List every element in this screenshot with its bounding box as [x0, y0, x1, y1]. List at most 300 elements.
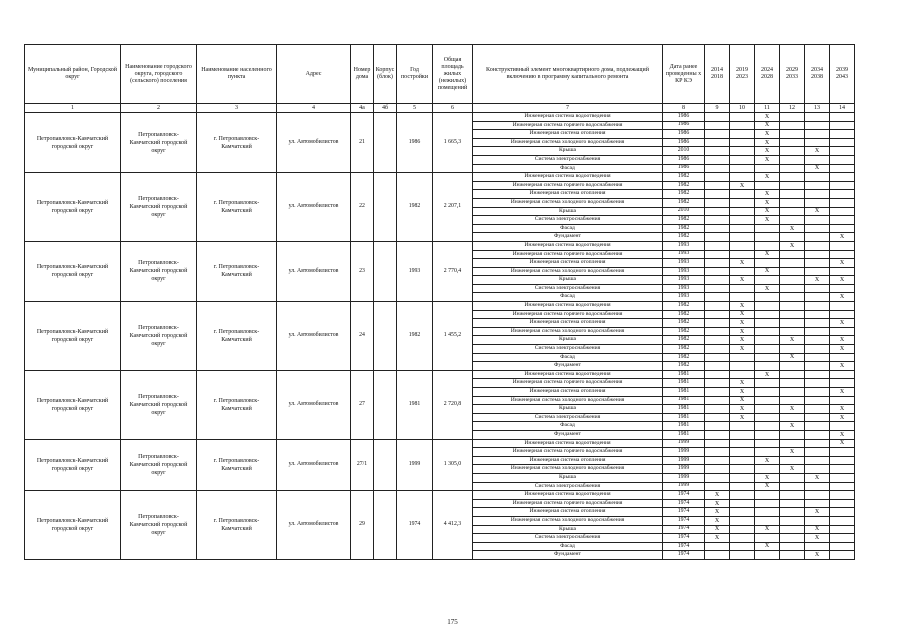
- previous-repair-date-cell: 1999: [663, 482, 705, 491]
- previous-repair-date-cell: 1986: [663, 121, 705, 130]
- period-mark-cell: [780, 259, 805, 268]
- district-cell: Петропавловск-Камчатский городской округ: [25, 491, 121, 560]
- period-mark-cell: X: [830, 413, 855, 422]
- block-cell: [374, 302, 397, 371]
- locality-cell: г. Петропавловск-Камчатский: [197, 302, 277, 371]
- period-mark-cell: [830, 551, 855, 560]
- period-mark-cell: [780, 181, 805, 190]
- locality-cell: г. Петропавловск-Камчатский: [197, 370, 277, 439]
- previous-repair-date-cell: 1993: [663, 241, 705, 250]
- previous-repair-date-cell: 1993: [663, 250, 705, 259]
- structural-element-cell: Фундамент: [473, 551, 663, 560]
- period-mark-cell: X: [755, 130, 780, 139]
- period-mark-cell: X: [805, 207, 830, 216]
- period-mark-cell: [730, 422, 755, 431]
- period-mark-cell: [830, 216, 855, 225]
- period-mark-cell: X: [830, 259, 855, 268]
- period-mark-cell: [705, 388, 730, 397]
- period-mark-cell: [830, 284, 855, 293]
- previous-repair-date-cell: 1986: [663, 113, 705, 122]
- period-mark-cell: [730, 224, 755, 233]
- period-mark-cell: [705, 362, 730, 371]
- previous-repair-date-cell: 1981: [663, 430, 705, 439]
- period-mark-cell: [830, 113, 855, 122]
- period-mark-cell: [705, 284, 730, 293]
- period-mark-cell: X: [805, 276, 830, 285]
- period-mark-cell: X: [730, 259, 755, 268]
- block-cell: [374, 241, 397, 301]
- period-mark-cell: X: [755, 198, 780, 207]
- period-mark-cell: X: [730, 345, 755, 354]
- period-mark-cell: [780, 413, 805, 422]
- period-mark-cell: X: [780, 465, 805, 474]
- period-mark-cell: [755, 491, 780, 500]
- year-built-cell: 1986: [397, 113, 433, 173]
- period-mark-cell: [755, 233, 780, 242]
- period-mark-cell: [805, 216, 830, 225]
- area-cell: 4 412,3: [433, 491, 473, 560]
- period-mark-cell: [730, 430, 755, 439]
- structural-element-cell: Система электроснабжения: [473, 155, 663, 164]
- structural-element-cell: Инженерная система холодного водоснабжения: [473, 465, 663, 474]
- period-mark-cell: [780, 491, 805, 500]
- period-mark-cell: [805, 499, 830, 508]
- column-number: 11: [755, 104, 780, 113]
- period-mark-cell: [780, 310, 805, 319]
- period-mark-cell: X: [780, 422, 805, 431]
- period-mark-cell: [705, 482, 730, 491]
- structural-element-cell: Крыша: [473, 207, 663, 216]
- period-mark-cell: [830, 181, 855, 190]
- period-mark-cell: [730, 284, 755, 293]
- period-mark-cell: [830, 491, 855, 500]
- period-mark-cell: [780, 284, 805, 293]
- period-mark-cell: [705, 448, 730, 457]
- structural-element-cell: Инженерная система холодного водоснабжения: [473, 267, 663, 276]
- period-mark-cell: X: [730, 379, 755, 388]
- period-mark-cell: [780, 542, 805, 551]
- period-mark-cell: [830, 534, 855, 543]
- period-mark-cell: [730, 439, 755, 448]
- capital-repair-table: [24, 44, 855, 560]
- period-mark-cell: [805, 413, 830, 422]
- period-mark-cell: X: [830, 293, 855, 302]
- period-mark-cell: [830, 353, 855, 362]
- period-mark-cell: [730, 113, 755, 122]
- period-mark-cell: [705, 224, 730, 233]
- period-mark-cell: [830, 130, 855, 139]
- structural-element-cell: Инженерная система отопления: [473, 259, 663, 268]
- address-cell: ул. Автомобилистов: [277, 173, 351, 242]
- period-mark-cell: X: [805, 473, 830, 482]
- column-number: 1: [25, 104, 121, 113]
- period-mark-cell: [805, 267, 830, 276]
- period-mark-cell: [705, 327, 730, 336]
- period-mark-cell: [755, 241, 780, 250]
- period-mark-cell: [805, 250, 830, 259]
- period-mark-cell: X: [755, 190, 780, 199]
- period-mark-cell: [780, 430, 805, 439]
- area-cell: 1 665,3: [433, 113, 473, 173]
- period-mark-cell: [755, 327, 780, 336]
- structural-element-cell: Фундамент: [473, 430, 663, 439]
- period-mark-cell: [830, 516, 855, 525]
- previous-repair-date-cell: 1999: [663, 465, 705, 474]
- previous-repair-date-cell: 1993: [663, 276, 705, 285]
- period-mark-cell: X: [805, 147, 830, 156]
- period-mark-cell: [780, 516, 805, 525]
- period-mark-cell: X: [755, 542, 780, 551]
- structural-element-cell: Инженерная система водоотведения: [473, 370, 663, 379]
- structural-element-cell: Инженерная система водоотведения: [473, 491, 663, 500]
- period-mark-cell: X: [830, 276, 855, 285]
- period-mark-cell: X: [730, 327, 755, 336]
- structural-element-cell: Крыша: [473, 276, 663, 285]
- previous-repair-date-cell: 1974: [663, 534, 705, 543]
- period-mark-cell: [830, 508, 855, 517]
- house-number-cell: 29: [351, 491, 374, 560]
- year-built-cell: 1993: [397, 241, 433, 301]
- period-mark-cell: [755, 276, 780, 285]
- period-mark-cell: [805, 121, 830, 130]
- structural-element-cell: Инженерная система горячего водоснабжения: [473, 448, 663, 457]
- period-mark-cell: [705, 164, 730, 173]
- period-mark-cell: X: [755, 267, 780, 276]
- period-mark-cell: [705, 138, 730, 147]
- period-mark-cell: X: [780, 353, 805, 362]
- structural-element-cell: Инженерная система холодного водоснабжения: [473, 198, 663, 207]
- period-mark-cell: [705, 422, 730, 431]
- period-mark-cell: [780, 327, 805, 336]
- period-mark-cell: X: [755, 370, 780, 379]
- period-mark-cell: [755, 388, 780, 397]
- previous-repair-date-cell: 1986: [663, 155, 705, 164]
- period-mark-cell: [830, 155, 855, 164]
- period-mark-cell: [730, 147, 755, 156]
- column-number: 7: [473, 104, 663, 113]
- period-mark-cell: [705, 551, 730, 560]
- period-mark-cell: [730, 155, 755, 164]
- period-mark-cell: [755, 353, 780, 362]
- period-mark-cell: [780, 113, 805, 122]
- address-cell: ул. Автомобилистов: [277, 241, 351, 301]
- period-mark-cell: X: [780, 336, 805, 345]
- year-built-cell: 1981: [397, 370, 433, 439]
- previous-repair-date-cell: 1982: [663, 190, 705, 199]
- period-mark-cell: [830, 473, 855, 482]
- locality-cell: г. Петропавловск-Камчатский: [197, 491, 277, 560]
- previous-repair-date-cell: 2010: [663, 147, 705, 156]
- district-cell: Петропавловск-Камчатский городской округ: [25, 173, 121, 242]
- table-row: [25, 113, 855, 122]
- period-mark-cell: [705, 250, 730, 259]
- period-mark-cell: X: [830, 319, 855, 328]
- period-mark-cell: [730, 198, 755, 207]
- period-mark-cell: [780, 302, 805, 311]
- settlement-cell: Петропавловск-Камчатский городской округ: [121, 173, 197, 242]
- period-mark-cell: X: [830, 388, 855, 397]
- house-number-cell: 24: [351, 302, 374, 371]
- year-built-cell: 1974: [397, 491, 433, 560]
- header-year-built: Год постройки: [397, 45, 433, 104]
- period-mark-cell: X: [830, 439, 855, 448]
- structural-element-cell: Система электроснабжения: [473, 284, 663, 293]
- period-mark-cell: X: [705, 499, 730, 508]
- period-mark-cell: [705, 336, 730, 345]
- period-mark-cell: [705, 173, 730, 182]
- period-mark-cell: [705, 345, 730, 354]
- header-period-2024-2028: 2024 2028: [755, 45, 780, 104]
- period-mark-cell: [755, 302, 780, 311]
- period-mark-cell: [805, 173, 830, 182]
- address-cell: ул. Автомобилистов: [277, 302, 351, 371]
- column-number: 12: [780, 104, 805, 113]
- previous-repair-date-cell: 1982: [663, 198, 705, 207]
- period-mark-cell: [755, 345, 780, 354]
- period-mark-cell: [730, 551, 755, 560]
- period-mark-cell: [755, 508, 780, 517]
- previous-repair-date-cell: 1982: [663, 181, 705, 190]
- column-number: 14: [830, 104, 855, 113]
- period-mark-cell: [805, 353, 830, 362]
- period-mark-cell: [730, 121, 755, 130]
- period-mark-cell: [805, 310, 830, 319]
- period-mark-cell: [730, 353, 755, 362]
- period-mark-cell: [755, 336, 780, 345]
- settlement-cell: Петропавловск-Камчатский городской округ: [121, 302, 197, 371]
- period-mark-cell: [705, 456, 730, 465]
- period-mark-cell: [805, 491, 830, 500]
- period-mark-cell: [730, 482, 755, 491]
- table-row: [25, 439, 855, 448]
- period-mark-cell: X: [755, 147, 780, 156]
- house-number-cell: 21: [351, 113, 374, 173]
- period-mark-cell: [705, 113, 730, 122]
- period-mark-cell: [805, 430, 830, 439]
- period-mark-cell: [730, 138, 755, 147]
- period-mark-cell: X: [730, 319, 755, 328]
- structural-element-cell: Инженерная система водоотведения: [473, 439, 663, 448]
- period-mark-cell: [805, 155, 830, 164]
- period-mark-cell: [780, 267, 805, 276]
- period-mark-cell: [755, 164, 780, 173]
- settlement-cell: Петропавловск-Камчатский городской округ: [121, 439, 197, 491]
- period-mark-cell: [805, 542, 830, 551]
- period-mark-cell: [730, 250, 755, 259]
- column-number: 4б: [374, 104, 397, 113]
- period-mark-cell: [805, 130, 830, 139]
- period-mark-cell: [755, 224, 780, 233]
- period-mark-cell: [830, 396, 855, 405]
- structural-element-cell: Инженерная система холодного водоснабжения: [473, 138, 663, 147]
- period-mark-cell: X: [730, 396, 755, 405]
- area-cell: 1 455,2: [433, 302, 473, 371]
- structural-element-cell: Инженерная система отопления: [473, 190, 663, 199]
- table-row: [25, 241, 855, 250]
- period-mark-cell: [730, 173, 755, 182]
- period-mark-cell: [805, 456, 830, 465]
- settlement-cell: Петропавловск-Камчатский городской округ: [121, 113, 197, 173]
- period-mark-cell: [830, 465, 855, 474]
- period-mark-cell: X: [780, 224, 805, 233]
- period-mark-cell: [755, 499, 780, 508]
- locality-cell: г. Петропавловск-Камчатский: [197, 241, 277, 301]
- period-mark-cell: [705, 190, 730, 199]
- previous-repair-date-cell: 1982: [663, 224, 705, 233]
- period-mark-cell: X: [730, 336, 755, 345]
- previous-repair-date-cell: 1999: [663, 473, 705, 482]
- period-mark-cell: [805, 379, 830, 388]
- period-mark-cell: [780, 190, 805, 199]
- period-mark-cell: [730, 164, 755, 173]
- period-mark-cell: [705, 293, 730, 302]
- period-mark-cell: [705, 465, 730, 474]
- period-mark-cell: [830, 448, 855, 457]
- structural-element-cell: Инженерная система отопления: [473, 508, 663, 517]
- period-mark-cell: [805, 422, 830, 431]
- column-number: 13: [805, 104, 830, 113]
- district-cell: Петропавловск-Камчатский городской округ: [25, 370, 121, 439]
- period-mark-cell: [830, 250, 855, 259]
- previous-repair-date-cell: 1981: [663, 405, 705, 414]
- structural-element-cell: Инженерная система водоотведения: [473, 173, 663, 182]
- period-mark-cell: [780, 345, 805, 354]
- period-mark-cell: X: [830, 336, 855, 345]
- period-mark-cell: [755, 413, 780, 422]
- header-previous-repair-date: Дата ранее проведенны х КР КЭ: [663, 45, 705, 104]
- period-mark-cell: X: [730, 413, 755, 422]
- period-mark-cell: [755, 516, 780, 525]
- period-mark-cell: [730, 448, 755, 457]
- block-cell: [374, 370, 397, 439]
- previous-repair-date-cell: 1974: [663, 491, 705, 500]
- period-mark-cell: [780, 525, 805, 534]
- structural-element-cell: Инженерная система холодного водоснабжения: [473, 516, 663, 525]
- period-mark-cell: [730, 241, 755, 250]
- period-mark-cell: [730, 491, 755, 500]
- period-mark-cell: X: [755, 216, 780, 225]
- period-mark-cell: X: [705, 508, 730, 517]
- period-mark-cell: [830, 370, 855, 379]
- period-mark-cell: X: [830, 405, 855, 414]
- block-cell: [374, 113, 397, 173]
- settlement-cell: Петропавловск-Камчатский городской округ: [121, 370, 197, 439]
- header-settlement: Наименование городского округа, городского (сельского) поселения: [121, 45, 197, 104]
- address-cell: ул. Автомобилистов: [277, 113, 351, 173]
- period-mark-cell: [705, 379, 730, 388]
- period-mark-cell: [755, 534, 780, 543]
- period-mark-cell: X: [755, 525, 780, 534]
- period-mark-cell: [705, 267, 730, 276]
- period-mark-cell: [780, 508, 805, 517]
- period-mark-cell: [780, 155, 805, 164]
- structural-element-cell: Инженерная система водоотведения: [473, 241, 663, 250]
- period-mark-cell: [705, 233, 730, 242]
- period-mark-cell: [830, 302, 855, 311]
- header-area: Общая площадь жилых (нежилых) помещений: [433, 45, 473, 104]
- house-number-cell: 22: [351, 173, 374, 242]
- previous-repair-date-cell: 2010: [663, 207, 705, 216]
- structural-element-cell: Система электроснабжения: [473, 413, 663, 422]
- structural-element-cell: Инженерная система отопления: [473, 319, 663, 328]
- period-mark-cell: X: [705, 534, 730, 543]
- period-mark-cell: [805, 233, 830, 242]
- period-mark-cell: [805, 224, 830, 233]
- period-mark-cell: [705, 259, 730, 268]
- header-block: Корпус (блок): [374, 45, 397, 104]
- period-mark-cell: [705, 155, 730, 164]
- period-mark-cell: X: [730, 388, 755, 397]
- previous-repair-date-cell: 1982: [663, 173, 705, 182]
- period-mark-cell: [780, 164, 805, 173]
- period-mark-cell: [780, 370, 805, 379]
- period-mark-cell: [805, 327, 830, 336]
- address-cell: ул. Автомобилистов: [277, 439, 351, 491]
- district-cell: Петропавловск-Камчатский городской округ: [25, 439, 121, 491]
- period-mark-cell: [705, 198, 730, 207]
- header-locality: Наименование населенного пункта: [197, 45, 277, 104]
- period-mark-cell: [780, 473, 805, 482]
- structural-element-cell: Крыша: [473, 336, 663, 345]
- period-mark-cell: [830, 224, 855, 233]
- period-mark-cell: [705, 241, 730, 250]
- period-mark-cell: [755, 181, 780, 190]
- period-mark-cell: X: [705, 516, 730, 525]
- period-mark-cell: [755, 422, 780, 431]
- settlement-cell: Петропавловск-Камчатский городской округ: [121, 241, 197, 301]
- period-mark-cell: [780, 138, 805, 147]
- period-mark-cell: [780, 147, 805, 156]
- period-mark-cell: [805, 482, 830, 491]
- previous-repair-date-cell: 1993: [663, 259, 705, 268]
- period-mark-cell: [755, 319, 780, 328]
- period-mark-cell: [780, 198, 805, 207]
- period-mark-cell: X: [755, 284, 780, 293]
- period-mark-cell: [730, 465, 755, 474]
- address-cell: ул. Автомобилистов: [277, 491, 351, 560]
- period-mark-cell: [805, 302, 830, 311]
- structural-element-cell: Инженерная система горячего водоснабжения: [473, 379, 663, 388]
- previous-repair-date-cell: 1982: [663, 362, 705, 371]
- period-mark-cell: [730, 499, 755, 508]
- period-mark-cell: [780, 216, 805, 225]
- column-number: 6: [433, 104, 473, 113]
- structural-element-cell: Система электроснабжения: [473, 482, 663, 491]
- area-cell: 2 720,8: [433, 370, 473, 439]
- period-mark-cell: [780, 439, 805, 448]
- period-mark-cell: [730, 473, 755, 482]
- address-cell: ул. Автомобилистов: [277, 370, 351, 439]
- period-mark-cell: [830, 147, 855, 156]
- table-row: [25, 491, 855, 500]
- period-mark-cell: [830, 310, 855, 319]
- period-mark-cell: [805, 388, 830, 397]
- structural-element-cell: Фасад: [473, 353, 663, 362]
- period-mark-cell: [805, 198, 830, 207]
- structural-element-cell: Система электроснабжения: [473, 345, 663, 354]
- period-mark-cell: [705, 147, 730, 156]
- year-built-cell: 1982: [397, 173, 433, 242]
- structural-element-cell: Инженерная система горячего водоснабжения: [473, 250, 663, 259]
- structural-element-cell: Крыша: [473, 525, 663, 534]
- period-mark-cell: [705, 405, 730, 414]
- period-mark-cell: [805, 396, 830, 405]
- previous-repair-date-cell: 1982: [663, 353, 705, 362]
- period-mark-cell: [780, 121, 805, 130]
- period-mark-cell: [755, 259, 780, 268]
- period-mark-cell: [830, 207, 855, 216]
- previous-repair-date-cell: 1981: [663, 379, 705, 388]
